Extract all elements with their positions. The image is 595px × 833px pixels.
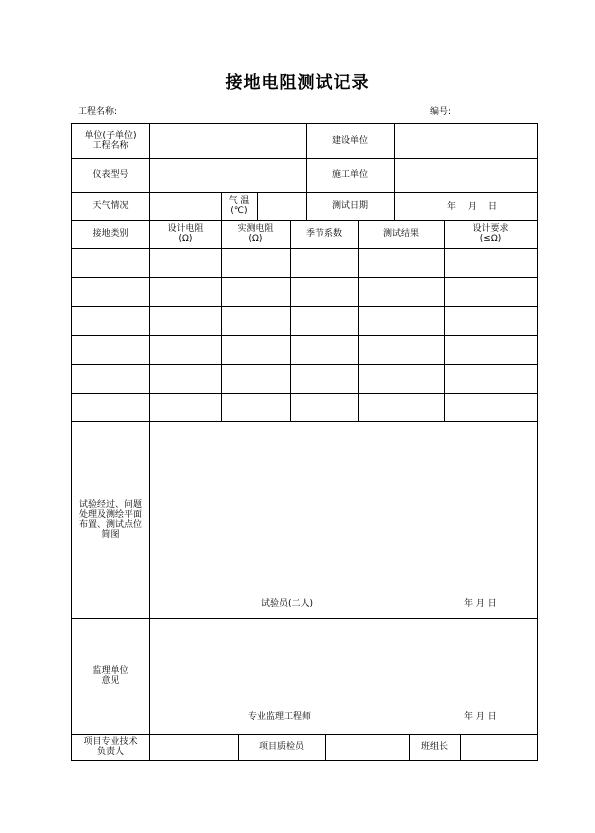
table-row[interactable] — [72, 365, 149, 393]
header-test-result: 测试结果 — [382, 229, 419, 239]
test-date-label: 测试日期 — [331, 201, 368, 211]
header-seasonal-factor: 季节系数 — [305, 229, 342, 239]
supervision-label: 监理单位 意见 — [92, 666, 129, 686]
supervising-engineer-label: 专业监理工程师 — [248, 712, 312, 722]
process-sketch-area[interactable] — [150, 422, 537, 618]
temperature-label: 气 温 (℃) — [228, 196, 250, 216]
weather-field[interactable] — [150, 192, 221, 220]
project-name-label: 工程名称: — [78, 107, 118, 117]
tech-lead-label: 项目专业技术 负责人 — [83, 737, 138, 757]
process-label: 试验经过、问题 处理及测绘平面 布置、测试点位 简图 — [78, 499, 142, 540]
tester-label: 试验员(二人) — [261, 599, 314, 609]
header-measured-resistance: 实测电阻 (Ω) — [237, 224, 274, 244]
qc-inspector-label: 项目质检员 — [258, 742, 304, 752]
header-design-resistance: 设计电阻 (Ω) — [167, 224, 204, 244]
tester-date: 年 月 日 — [464, 599, 497, 609]
constructor-field[interactable] — [395, 158, 537, 192]
table-row[interactable] — [72, 278, 149, 306]
builder-field[interactable] — [395, 124, 537, 158]
test-date-month: 月 — [468, 202, 478, 212]
constructor-label: 施工单位 — [331, 170, 368, 180]
builder-label: 建设单位 — [331, 136, 368, 146]
unit-project-name-field[interactable] — [150, 124, 306, 158]
supervision-date: 年 月 日 — [464, 712, 497, 722]
temperature-field[interactable] — [258, 192, 306, 220]
team-lead-label: 班组长 — [420, 742, 448, 752]
header-grounding-type: 接地类别 — [92, 229, 129, 239]
table-row[interactable] — [72, 336, 149, 364]
header-design-requirement: 设计要求 (≤Ω) — [472, 224, 509, 244]
weather-label: 天气情况 — [92, 201, 129, 211]
serial-number-label: 编号: — [430, 107, 452, 117]
instrument-model-label: 仪表型号 — [92, 170, 129, 180]
table-row[interactable] — [72, 394, 149, 421]
test-date-year: 年 — [447, 202, 457, 212]
tech-lead-field[interactable] — [150, 735, 238, 760]
team-lead-field[interactable] — [461, 735, 537, 760]
instrument-model-field[interactable] — [150, 158, 306, 192]
page-title: 接地电阻测试记录 — [225, 73, 370, 93]
record-table — [71, 123, 538, 761]
table-row[interactable] — [72, 249, 149, 277]
test-date-day: 日 — [488, 202, 498, 212]
unit-project-name-label: 单位(子单位) 工程名称 — [84, 131, 137, 151]
table-row[interactable] — [72, 307, 149, 335]
qc-inspector-field[interactable] — [326, 735, 409, 760]
